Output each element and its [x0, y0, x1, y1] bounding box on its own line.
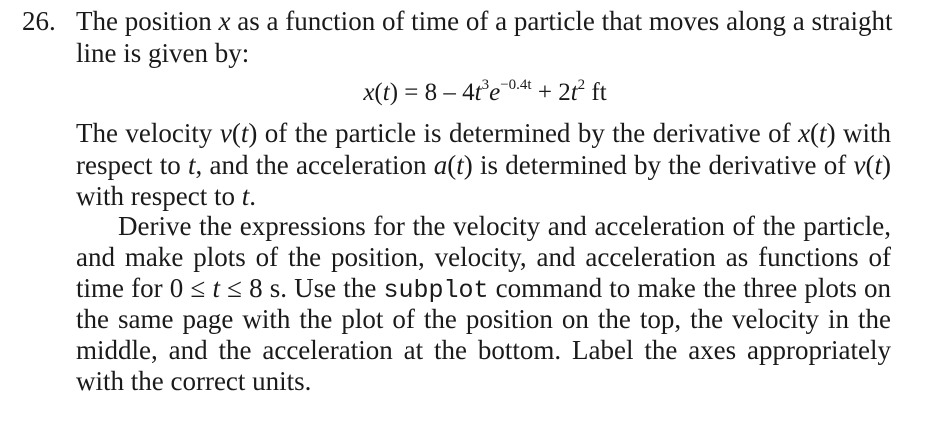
text: ( [231, 118, 241, 148]
text: ) [882, 150, 891, 180]
text: The position [76, 6, 219, 36]
var-t: t [456, 150, 464, 180]
var-t: t [212, 273, 220, 303]
text: The velocity [76, 118, 220, 148]
eq-exponent: 3 [481, 77, 490, 93]
text: as a function of time of a particle that moves along a straight [230, 6, 893, 36]
intro-line-2: line is given by: [76, 38, 250, 68]
var-t: t [874, 150, 882, 180]
text: s. Use the [262, 273, 384, 303]
para2-line-6: with the correct units. [76, 366, 312, 396]
text: ( [810, 118, 820, 148]
text: command to make the three plots on [488, 273, 891, 303]
eq-text: + 2 [531, 79, 571, 106]
text: ( [865, 150, 875, 180]
code-subplot: subplot [383, 276, 489, 305]
text: respect to [76, 150, 188, 180]
eq-e: e [489, 79, 501, 106]
var-t: t [188, 150, 196, 180]
para1-line-2 [76, 150, 891, 181]
var-a: a [433, 150, 448, 180]
position-equation [0, 77, 948, 109]
text: with respect to [76, 181, 242, 211]
range-text: ≤ 8 [219, 273, 263, 303]
text: time for [76, 273, 170, 303]
text: ) with [826, 118, 891, 148]
text: ( [447, 150, 457, 180]
para2-line-5: middle, and the acceleration at the bottom. Label the axes appropriately [76, 335, 891, 365]
var-v: v [853, 150, 866, 180]
var-x: x [798, 118, 811, 148]
text: ) is determined by the derivative of [463, 150, 854, 180]
eq-unit: ft [585, 79, 607, 106]
var-t: t [241, 181, 250, 211]
eq-t: t [382, 79, 390, 106]
intro-line-1 [76, 6, 893, 37]
var-v: v [219, 118, 232, 148]
eq-t: t [474, 79, 482, 106]
eq-paren: ( [374, 79, 383, 106]
para2-line-3 [76, 273, 891, 306]
var-x: x [218, 6, 231, 36]
eq-x: x [363, 79, 375, 106]
eq-text: ) = 8 – 4 [389, 79, 475, 106]
var-t: t [819, 118, 827, 148]
text: ) of the particle is determined by the derivative of [248, 118, 799, 148]
text: . [249, 181, 256, 211]
var-t: t [240, 118, 249, 148]
para2-line-2: and make plots of the position, velocity, and acceleration as functions of [76, 242, 891, 272]
para2-line-4: the same page with the plot of the position on the top, the velocity in the [76, 304, 891, 334]
eq-exponent: −0.4t [500, 77, 532, 93]
eq-t: t [570, 79, 578, 106]
para1-line-3 [76, 181, 256, 212]
para1-line-1 [76, 118, 891, 149]
para2-line-1: Derive the expressions for the velocity and acceleration of the particle, [118, 211, 891, 241]
text: , and the acceleration [195, 150, 434, 180]
problem-number: 26. [22, 6, 56, 36]
range-text: 0 ≤ [169, 273, 213, 303]
eq-exponent: 2 [577, 77, 586, 93]
